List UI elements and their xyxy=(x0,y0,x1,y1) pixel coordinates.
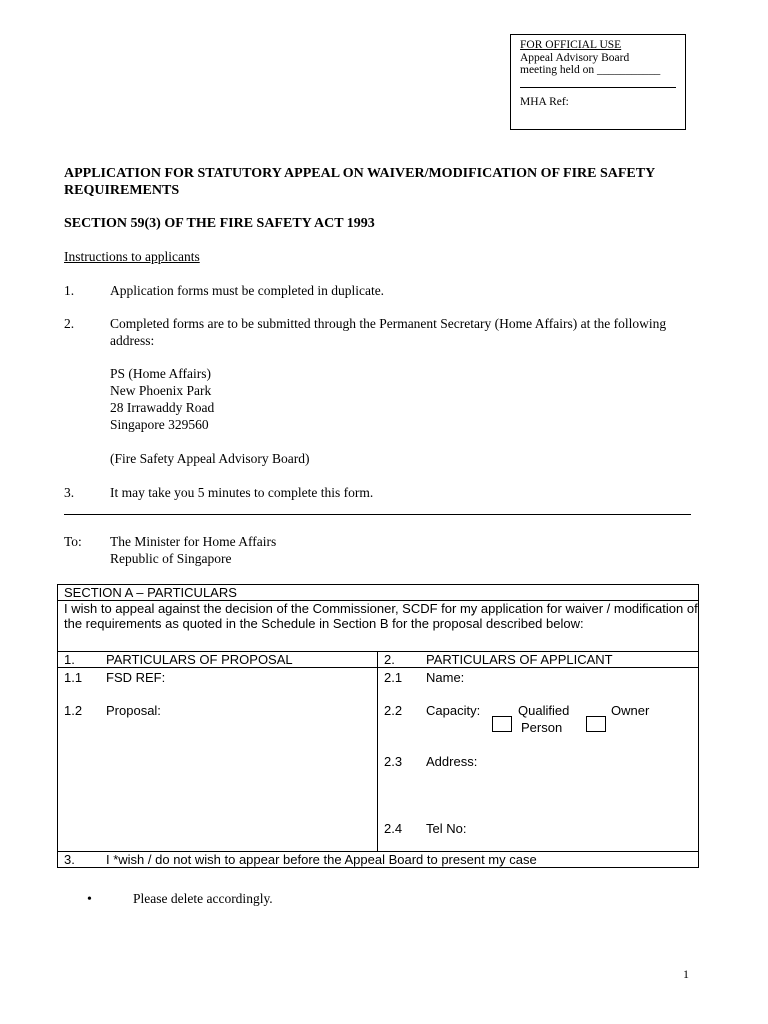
fsd-ref-number: 1.1 xyxy=(64,670,83,685)
appearance-number: 3. xyxy=(64,852,75,867)
qualified-person-checkbox[interactable] xyxy=(492,716,512,732)
item-2-number: 2. xyxy=(64,316,75,331)
mha-ref-label: MHA Ref: xyxy=(520,95,569,108)
to-line-2: Republic of Singapore xyxy=(110,551,232,566)
address-number: 2.3 xyxy=(384,754,403,769)
section-a-label: SECTION A – PARTICULARS xyxy=(64,585,237,600)
document-title: APPLICATION FOR STATUTORY APPEAL ON WAIVER/MODIFICATION OF FIRE SAFETY REQUIREMENTS xyxy=(64,166,655,198)
section-title: SECTION 59(3) OF THE FIRE SAFETY ACT 1993 xyxy=(64,216,375,231)
fsd-ref-label: FSD REF: xyxy=(106,670,166,685)
applicant-header-label: PARTICULARS OF APPLICANT xyxy=(426,652,613,667)
proposal-header-cell xyxy=(58,652,378,668)
official-use-box xyxy=(510,34,686,130)
name-number: 2.1 xyxy=(384,670,403,685)
appearance-row xyxy=(58,852,699,868)
proposal-label: Proposal: xyxy=(106,703,161,718)
item-3-text: It may take you 5 minutes to complete this form. xyxy=(110,485,374,500)
item-2-text: Completed forms are to be submitted through the Permanent Secretary (Home Affairs) at the following address: xyxy=(110,316,667,348)
address-note: (Fire Safety Appeal Advisory Board) xyxy=(110,451,310,466)
divider-line xyxy=(64,514,691,515)
person-label: Person xyxy=(521,720,563,735)
tel-number: 2.4 xyxy=(384,821,403,836)
item-1-number: 1. xyxy=(64,283,75,298)
instructions-heading: Instructions to applicants xyxy=(64,249,200,264)
address-label: Address: xyxy=(426,754,478,769)
applicant-header-number: 2. xyxy=(384,652,395,667)
official-use-header: FOR OFFICIAL USE xyxy=(520,39,622,51)
address-line-1: PS (Home Affairs) xyxy=(110,366,211,381)
proposal-fields-cell xyxy=(58,668,378,852)
tel-label: Tel No: xyxy=(426,821,467,836)
capacity-label: Capacity: xyxy=(426,703,481,718)
capacity-number: 2.2 xyxy=(384,703,403,718)
item-3-number: 3. xyxy=(64,485,75,500)
applicant-header-cell xyxy=(378,652,699,668)
appeal-intro-text: I wish to appeal against the decision of the Commissioner, SCDF for my application for waiver / modification of the requirements as quoted in the Schedule in Section B for the proposal described below: xyxy=(64,601,698,631)
particulars-table xyxy=(57,584,699,868)
official-use-rule xyxy=(520,87,676,88)
qualified-label: Qualified xyxy=(518,703,570,718)
to-label: To: xyxy=(64,534,82,549)
proposal-number: 1.2 xyxy=(64,703,83,718)
proposal-header-number: 1. xyxy=(64,652,75,667)
address-line-4: Singapore 329560 xyxy=(110,417,209,432)
bullet-note: Please delete accordingly. xyxy=(133,891,273,906)
to-line-1: The Minister for Home Affairs xyxy=(110,534,277,549)
item-1-text: Application forms must be completed in duplicate. xyxy=(110,283,385,298)
applicant-fields-cell xyxy=(378,668,699,852)
section-a-header xyxy=(58,585,699,601)
appeal-intro-cell xyxy=(58,601,699,652)
proposal-header-label: PARTICULARS OF PROPOSAL xyxy=(106,652,293,667)
address-line-3: 28 Irrawaddy Road xyxy=(110,400,215,415)
bullet-icon: • xyxy=(87,892,92,907)
appearance-text: I *wish / do not wish to appear before the Appeal Board to present my case xyxy=(106,852,537,867)
name-label: Name: xyxy=(426,670,465,685)
address-line-2: New Phoenix Park xyxy=(110,383,212,398)
official-use-line1: Appeal Advisory Board xyxy=(520,51,630,64)
official-use-line2: meeting held on ___________ xyxy=(520,64,661,76)
page-number: 1 xyxy=(683,967,689,981)
owner-label: Owner xyxy=(611,703,650,718)
owner-checkbox[interactable] xyxy=(586,716,606,732)
